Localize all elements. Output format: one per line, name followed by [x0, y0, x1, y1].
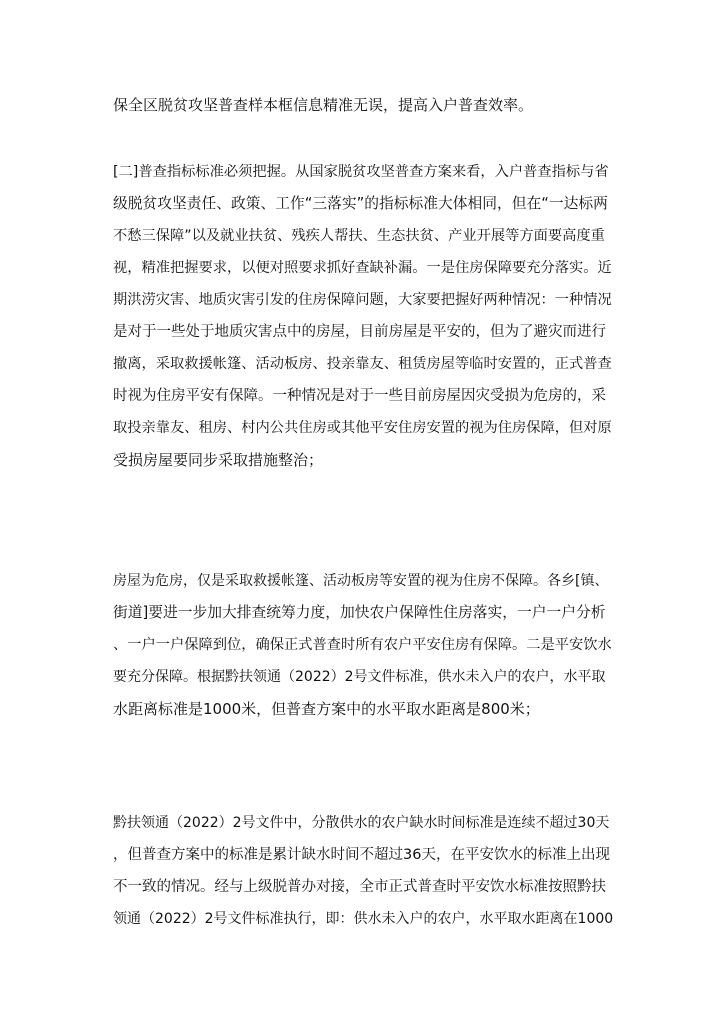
text-line: 不愁三保障”以及就业扶贫、残疾人帮扶、生态扶贫、产业开展等方面要高度重: [113, 228, 605, 244]
paragraph-1: [113, 89, 613, 121]
text-line: 房屋为危房，仅是采取救援帐篷、活动板房等安置的视为住房不保障。各乡[镇、: [113, 573, 609, 589]
text-line: 领通（2022）2号文件标准执行，即：供水未入户的农户，水平取水距离在1000: [113, 911, 614, 927]
text-line: 水距离标准是1000米，但普查方案中的水平取水距离是800米；: [113, 700, 540, 718]
text-line: 取投亲靠友、租房、村内公共住房或其他平安住房安置的视为住房保障，但对原: [113, 420, 612, 436]
paragraph-3: [113, 565, 613, 725]
text-line: 撤离，采取救援帐篷、活动板房、投亲靠友、租赁房屋等临时安置的，正式普查: [113, 356, 612, 372]
text-line: [二]普查指标标准必须把握。从国家脱贫攻坚普查方案来看，入户普查指标与省: [113, 164, 609, 180]
text-line: 街道]要进一步加大排查统筹力度，加快农户保障性住房落实，一户一户分析: [113, 604, 606, 621]
text-line: 黔扶领通（2022）2号文件中，分散供水的农户缺水时间标准是连续不超过30天: [113, 815, 610, 831]
text-line: 期洪涝灾害、地质灾害引发的住房保障问题，大家要把握好两种情况：一种情况: [113, 292, 612, 308]
text-line: 不一致的情况。经与上级脱普办对接，全市正式普查时平安饮水标准按照黔扶: [113, 879, 606, 895]
text-line: 级脱贫攻坚责任、政策、工作“三落实”的指标标准大体相同，但在“一达标两: [113, 195, 608, 212]
text-line: 保全区脱贫攻坚普查样本框信息精准无误，提高入户普查效率。: [113, 96, 534, 114]
text-line: 受损房屋要同步采取措施整治；: [113, 451, 324, 469]
text-line: 、一户一户保障到位，确保正式普查时所有农户平安住房有保障。二是平安饮水: [113, 637, 612, 653]
paragraph-4: [113, 807, 613, 935]
text-line: 视，精准把握要求，以便对照要求抓好查缺补漏。一是住房保障要充分落实。近: [113, 260, 612, 276]
paragraph-2: [113, 156, 613, 476]
text-line: 要充分保障。根据黔扶领通（2022）2号文件标准，供水未入户的农户，水平取: [113, 669, 606, 685]
text-line: 是对于一些处于地质灾害点中的房屋，目前房屋是平安的，但为了避灾而进行: [113, 324, 606, 340]
text-line: ，但普查方案中的标准是累计缺水时间不超过36天，在平安饮水的标准上出现: [113, 847, 610, 863]
text-line: 时视为住房平安有保障。一种情况是对于一些目前房屋因灾受损为危房的，采: [113, 388, 606, 404]
